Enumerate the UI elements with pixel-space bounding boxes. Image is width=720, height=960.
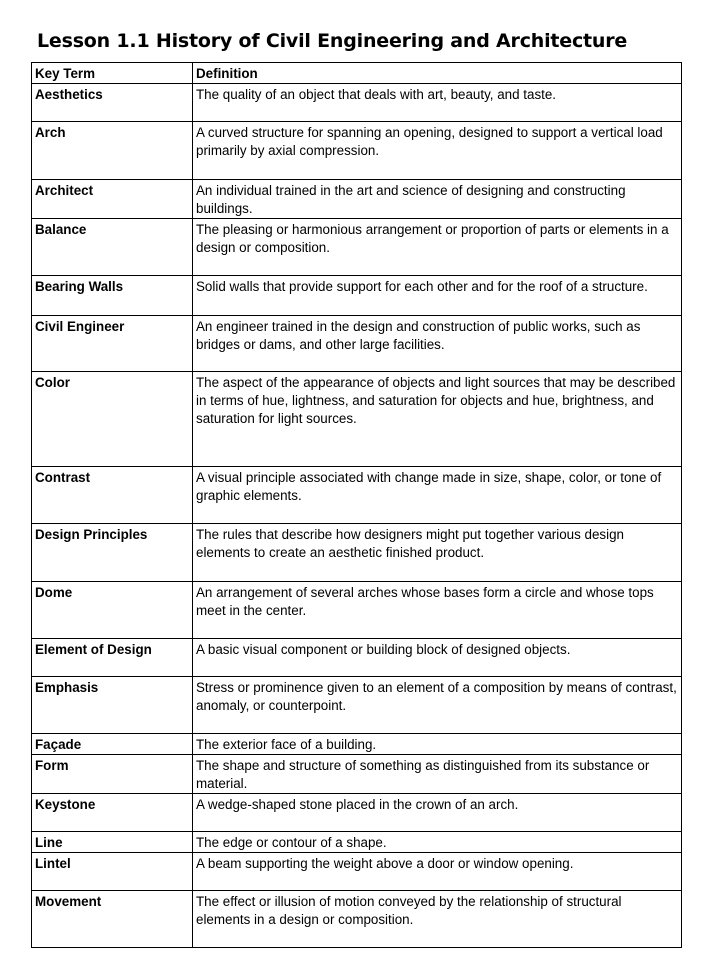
term-cell: Arch <box>32 122 193 180</box>
definition-cell: The effect or illusion of motion conveyed by the relationship of structural elements in a design or composition. <box>193 891 682 948</box>
term-cell: Civil Engineer <box>32 316 193 372</box>
term-cell: Contrast <box>32 467 193 524</box>
term-cell: Dome <box>32 582 193 639</box>
term-cell: Design Principles <box>32 524 193 582</box>
column-header-definition: Definition <box>193 63 682 84</box>
table-row <box>32 891 682 948</box>
definition-cell: The edge or contour of a shape. <box>193 832 682 853</box>
table-row <box>32 853 682 891</box>
definition-cell: The rules that describe how designers might put together various design elements to create an aesthetic finished product. <box>193 524 682 582</box>
definition-cell: Solid walls that provide support for each other and for the roof of a structure. <box>193 276 682 316</box>
table-row <box>32 755 682 794</box>
column-header-key-term: Key Term <box>32 63 193 84</box>
table-row <box>32 734 682 755</box>
term-cell: Keystone <box>32 794 193 832</box>
definition-cell: The exterior face of a building. <box>193 734 682 755</box>
definition-cell: The aspect of the appearance of objects and light sources that may be described in terms of hue, lightness, and saturation for objects and hue, brightness, and saturation for light sources. <box>193 372 682 467</box>
term-cell: Balance <box>32 219 193 276</box>
term-cell: Façade <box>32 734 193 755</box>
page-title: Lesson 1.1 History of Civil Engineering and Architecture <box>37 30 628 52</box>
table-row <box>32 316 682 372</box>
table-row <box>32 372 682 467</box>
term-cell: Line <box>32 832 193 853</box>
definition-cell: A basic visual component or building block of designed objects. <box>193 639 682 677</box>
term-cell: Bearing Walls <box>32 276 193 316</box>
term-cell: Lintel <box>32 853 193 891</box>
definition-cell: Stress or prominence given to an element of a composition by means of contrast, anomaly, or counterpoint. <box>193 677 682 734</box>
definition-cell: An individual trained in the art and science of designing and constructing buildings. <box>193 180 682 219</box>
table-row <box>32 180 682 219</box>
term-cell: Color <box>32 372 193 467</box>
table-row <box>32 122 682 180</box>
definition-cell: The shape and structure of something as distinguished from its substance or material. <box>193 755 682 794</box>
table-row <box>32 524 682 582</box>
table-row <box>32 276 682 316</box>
table-row <box>32 794 682 832</box>
table-row <box>32 677 682 734</box>
term-cell: Element of Design <box>32 639 193 677</box>
definition-cell: The quality of an object that deals with art, beauty, and taste. <box>193 84 682 122</box>
definition-cell: A curved structure for spanning an opening, designed to support a vertical load primarily by axial compression. <box>193 122 682 180</box>
term-cell: Aesthetics <box>32 84 193 122</box>
table-row <box>32 219 682 276</box>
table-header-row <box>32 63 682 84</box>
definition-cell: A beam supporting the weight above a door or window opening. <box>193 853 682 891</box>
table-row <box>32 639 682 677</box>
definition-cell: A visual principle associated with change made in size, shape, color, or tone of graphic elements. <box>193 467 682 524</box>
term-cell: Emphasis <box>32 677 193 734</box>
table-row <box>32 84 682 122</box>
term-cell: Movement <box>32 891 193 948</box>
table-row <box>32 832 682 853</box>
term-cell: Architect <box>32 180 193 219</box>
definition-cell: The pleasing or harmonious arrangement or proportion of parts or elements in a design or composition. <box>193 219 682 276</box>
table-row <box>32 582 682 639</box>
table-row <box>32 467 682 524</box>
term-cell: Form <box>32 755 193 794</box>
definition-cell: A wedge-shaped stone placed in the crown of an arch. <box>193 794 682 832</box>
definition-cell: An engineer trained in the design and construction of public works, such as bridges or dams, and other large facilities. <box>193 316 682 372</box>
key-terms-table <box>31 62 682 948</box>
definition-cell: An arrangement of several arches whose bases form a circle and whose tops meet in the center. <box>193 582 682 639</box>
